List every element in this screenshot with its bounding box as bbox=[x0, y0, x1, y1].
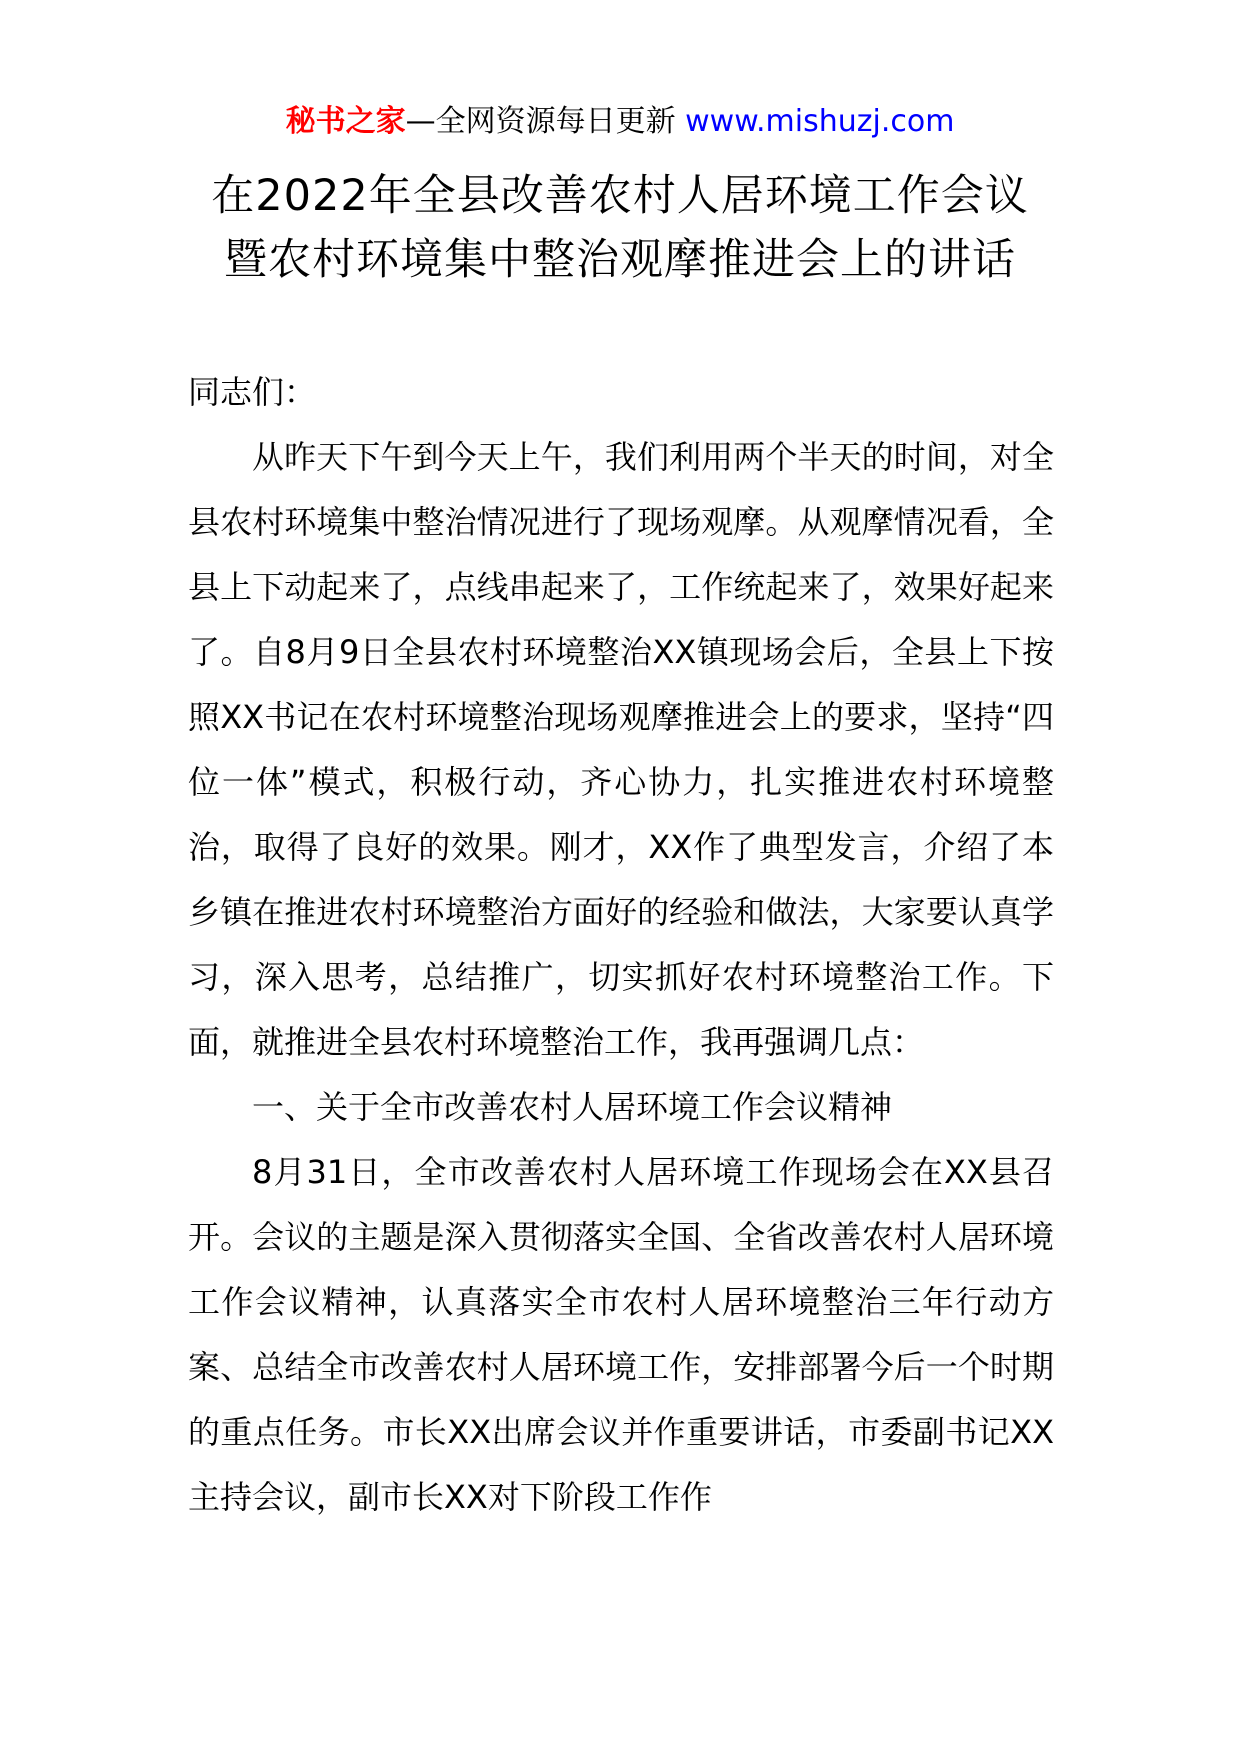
document-body bbox=[188, 360, 1054, 1530]
site-url-link[interactable]: www.mishuzj.com bbox=[685, 104, 955, 139]
salutation: 同志们： bbox=[188, 373, 317, 411]
paragraph-intro: 从昨天下午到今天上午，我们利用两个半天的时间，对全县农村环境集中整治情况进行了现场观摩。从观摩情况看，全县上下动起来了，点线串起来了，工作统起来了，效果好起来了。自8月9日全县农村环境整治XX镇现场会后，全县上下按照XX书记在农村环境整治现场观摩推进会上的要求，坚持“四位一体”模式，积极行动，齐心协力，扎实推进农村环境整治，取得了良好的效果。刚才，XX作了典型发言，介绍了本乡镇在推进农村环境整治方面好的经验和做法，大家要认真学习，深入思考，总结推广，切实抓好农村环境整治工作。下面，就推进全县农村环境整治工作，我再强调几点： bbox=[188, 438, 1054, 1061]
section-heading-1: 一、关于全市改善农村人居环境工作会议精神 bbox=[252, 1088, 893, 1126]
paragraph-meeting-spirit: 8月31日，全市改善农村人居环境工作现场会在XX县召开。会议的主题是深入贯彻落实全国、全省改善农村人居环境工作会议精神，认真落实全市农村人居环境整治三年行动方案、总结全市改善农村人居环境工作，安排部署今后一个时期的重点任务。市长XX出席会议并作重要讲话，市委副书记XX主持会议，副市长XX对下阶段工作作 bbox=[188, 1153, 1054, 1516]
title-line-1: 在2022年全县改善农村人居环境工作会议 bbox=[211, 171, 1029, 221]
header-slogan: —全网资源每日更新 bbox=[405, 104, 686, 139]
brand-name: 秘书之家 bbox=[285, 104, 406, 139]
document-title bbox=[0, 164, 1240, 292]
site-header bbox=[0, 102, 1240, 142]
title-line-2: 暨农村环境集中整治观摩推进会上的讲话 bbox=[224, 235, 1016, 285]
